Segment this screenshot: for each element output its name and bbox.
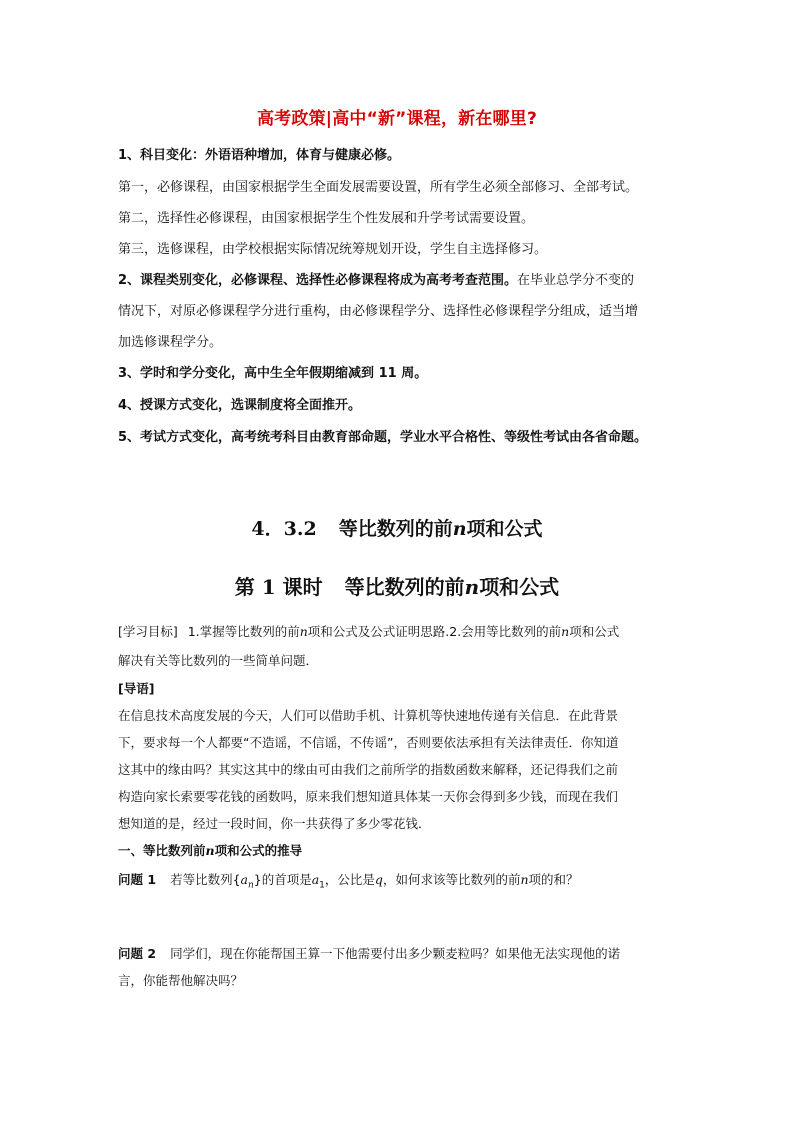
question-1-a1-sub: 1 [319,880,325,891]
question-1-text-a: 若等比数列{ [170,872,241,887]
period-title-var: n [464,575,480,599]
question-1-var-n: n [520,872,529,887]
question-1-text-e: 项的和？ [528,872,579,887]
policy-item-1-heading: 1、科目变化：外语语种增加，体育与健康必修。 [118,148,401,163]
question-1-text-b: }的首项是 [253,872,312,887]
policy-item-4: 4、授课方式变化，选课制度将全面推开。 [118,398,362,413]
question-1-text-c: ，公比是 [324,872,375,887]
objectives-text-c: 项和公式 [569,624,620,639]
objectives-line-1 [118,622,678,641]
lesson-title-post: 项和公式 [466,518,543,540]
objectives-text-a: 1.掌握等比数列的前 [187,624,300,639]
lesson-title-var: n [452,518,467,540]
policy-item-1-paragraph-1: 第一，必修课程，由国家根据学生全面发展需要设置，所有学生必须全部修习、全部考试。 [118,180,639,195]
question-2-line-1 [118,944,678,963]
question-1 [118,870,678,896]
question-1-a1: a [311,872,320,887]
period-title [0,571,794,600]
section-1-var-n: n [205,843,215,858]
question-1-q: q [374,872,383,887]
question-1-seq-sub: n [247,880,254,891]
objectives-line-2: 解决有关等比数列的一些简单问题． [118,653,319,668]
policy-item-5: 5、考试方式变化，高考统考科目由教育部命题，学业水平合格性、等级性考试由各省命题。 [118,430,648,445]
question-2-label: 问题 2 [118,946,157,961]
policy-item-2-heading: 2、课程类别变化，必修课程、选择性必修课程将成为高考考查范围。 [118,273,518,288]
intro-line-5: 想知道的是，经过一段时间，你一共获得了多少零花钱． [118,816,431,831]
period-title-pre: 等比数列的前 [344,575,465,599]
objectives-var-n: n [299,624,308,639]
period-title-post: 项和公式 [479,575,560,599]
policy-item-1-paragraph-2: 第二，选择性必修课程，由国家根据学生个性发展和升学考试需要设置。 [118,211,535,226]
objectives-var-n-2: n [561,624,570,639]
objectives-label: [学习目标] [118,624,178,639]
policy-item-2-text: 在毕业总学分不变的 [517,273,635,288]
policy-item-2-line-2: 情况下，对原必修课程学分进行重构，由必修课程学分、选择性必修课程学分组成，适当增 [118,304,639,319]
policy-item-1-paragraph-3: 第三，选修课程，由学校根据实际情况统筹规划开设，学生自主选择修习。 [118,242,548,257]
question-2-text: 同学们，现在你能帮国王算一下他需要付出多少颗麦粒吗？如果他无法实现他的诺 [170,946,621,961]
policy-title: 高考政策|高中“新”课程，新在哪里? [256,109,537,129]
objectives-text-b: 项和公式及公式证明思路.2.会用等比数列的前 [307,624,562,639]
lesson-section-number: 4．3.2 [251,518,317,540]
policy-item-2-line-1 [118,271,678,290]
question-1-seq: a [240,872,248,887]
policy-item-2-line-3: 加选修课程学分。 [118,335,223,350]
intro-label: [导语] [118,681,155,696]
question-2-line-2: 言，你能帮他解决吗？ [118,973,244,988]
section-1-heading [118,841,678,860]
section-1-text-a: 一、等比数列前 [118,843,206,858]
intro-line-3: 这其中的缘由吗？其实这其中的缘由可由我们之前所学的指数函数来解释，还记得我们之前 [118,762,619,777]
intro-line-2: 下，要求每一个人都要“不造谣，不信谣，不传谣”，否则要依法承担有关法律责任．你知道 [118,735,619,750]
intro-line-4: 构造向家长索要零花钱的函数吗，原来我们想知道具体某一天你会得到多少钱，而现在我们 [118,789,619,804]
section-1-text-b: 项和公式的推导 [214,843,303,858]
question-1-text-d: ，如何求该等比数列的前 [382,872,521,887]
lesson-title-pre: 等比数列的前 [338,518,453,540]
question-1-label: 问题 1 [118,872,157,887]
lesson-title [0,514,794,541]
intro-line-1: 在信息技术高度发展的今天，人们可以借助手机、计算机等快速地传递有关信息．在此背景 [118,708,619,723]
period-label: 第 1 课时 [234,575,323,599]
policy-item-3: 3、学时和学分变化，高中生全年假期缩减到 11 周。 [118,366,428,381]
